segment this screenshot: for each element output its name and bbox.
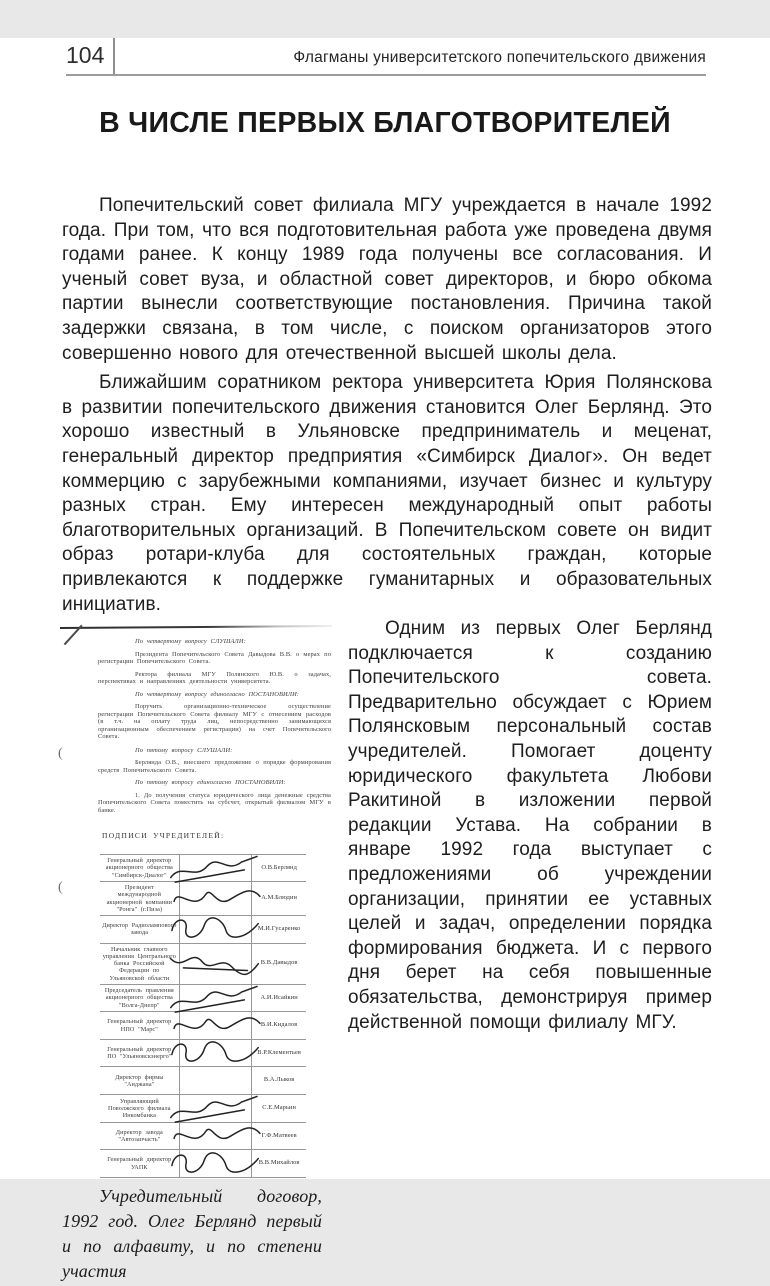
founder-signature xyxy=(180,1040,253,1067)
paragraph-1: Попечительский совет филиала МГУ учреждается в начале 1992 года. При том, что вся подготовительная работа уже проведена двумя годами ранее. К концу 1989 года получены все согласования. И ученый совет вуза, и областной совет директоров, и бюро обкома партии вынесли соответствующие постановления. Причина такой задержки связана, в том числе, с поиском организаторов этого совершенно нового для отечественной высшей школы дела. xyxy=(62,195,712,364)
founder-signature xyxy=(180,1150,253,1177)
founder-name: О.В.Берлянд xyxy=(261,863,297,871)
founder-title: Генеральный директор УАПК xyxy=(100,1150,180,1177)
book-page xyxy=(0,38,770,1281)
founder-row xyxy=(100,1122,306,1150)
founder-signature xyxy=(180,916,253,943)
founder-title: Управляющий Поволжского филиала Инкомбанка xyxy=(100,1095,180,1122)
signatures-heading: ПОДПИСИ УЧРЕДИТЕЛЕЙ: xyxy=(102,831,225,841)
founder-signature xyxy=(180,855,253,882)
running-header-text: Флагманы университетского попечительского движения xyxy=(293,49,706,66)
founder-row xyxy=(100,1039,306,1067)
founder-name: В.Р.Клементьев xyxy=(257,1048,302,1056)
founder-name: В.И.Кидалов xyxy=(260,1021,298,1029)
founder-title: Начальник главного управления Центрального банка Российской Федерации по Ульяновской области xyxy=(100,944,180,984)
founder-signature xyxy=(180,882,253,915)
founder-signature xyxy=(180,1123,253,1150)
founder-signature xyxy=(180,1095,253,1122)
header-divider xyxy=(113,38,115,74)
founder-title: Председатель правления акционерного общества "Волга-Днепр" xyxy=(100,985,180,1012)
founder-signature xyxy=(180,1012,253,1039)
founders-table xyxy=(100,854,306,1178)
founder-name: С.Е.Марьин xyxy=(262,1104,297,1112)
founder-signature xyxy=(180,944,253,984)
figure xyxy=(58,624,336,1284)
document-text-line: Ректора филиала МГУ Полянского Ю.В. о задачах, перспективах и направлениях деятельности университета. xyxy=(98,670,331,686)
founder-row xyxy=(100,1011,306,1039)
founder-title: Президент международной акционерной компании "Ронга" (г.Пиза) xyxy=(100,882,180,915)
founder-row xyxy=(100,1149,306,1177)
founder-row xyxy=(100,915,306,943)
article-body xyxy=(58,194,712,1281)
founder-name: В.В.Давыдов xyxy=(260,959,298,967)
document-text-line: Берлянда О.В., внесшего предложение о порядке формирования средств Попечительского Совета. xyxy=(98,759,331,774)
scan-pen-mark: ( xyxy=(58,746,63,762)
scan-pen-mark: ( xyxy=(58,880,63,896)
founder-name: В.В.Михайлов xyxy=(258,1159,300,1167)
running-header-bar xyxy=(66,38,706,76)
document-text-line: Президента Попечительского Совета Давыдова В.В. о мерах по регистрации Попечительского Совета. xyxy=(98,650,331,666)
founder-row xyxy=(100,1094,306,1122)
founder-row xyxy=(100,984,306,1012)
founder-name: Г.Ф.Матвеев xyxy=(261,1131,297,1139)
founder-row xyxy=(100,854,306,882)
founder-name: А.М.Блюдин xyxy=(261,894,298,902)
document-text-line: По пятому вопросу СЛУШАЛИ: xyxy=(135,746,233,754)
document-text-line: По пятому вопросу единогласно ПОСТАНОВИЛИ: xyxy=(135,779,286,787)
founder-title: Директор завода "Автозапчасть" xyxy=(100,1123,180,1150)
page-number: 104 xyxy=(66,42,105,68)
figure-caption: Учредительный договор, 1992 год. Олег Берлянд первый и по алфавиту, и по степени участия xyxy=(62,1185,322,1281)
founder-title: Директор фирмы "Анджана" xyxy=(100,1067,180,1094)
founder-title: Генеральный директор акционерного общества "Симбирск-Диалог" xyxy=(100,855,180,882)
founder-name: А.И.Исайкин xyxy=(260,993,298,1001)
scanned-document xyxy=(58,624,336,1184)
paragraph-3: Одним из первых Олег Берлянд подключается к созданию Попечительского совета. Предварительно обсуждает с Юрием Полянсковым персональный состав учредителей. Помогает доценту юридического факультета Любови Ракитиной в изложении первой редакции Устава. На собрании в январе 1992 года выступает с предложениями об учреждении организации, принятии ее уставных целей и задач, определении порядка формирования бюджета. И с первого дня берет на себя повышенные обязательства, демонстрируя пример действенной помощи филиалу МГУ. xyxy=(348,618,712,1033)
founder-name: В.А.Лыков xyxy=(263,1076,295,1084)
scan-edge-line xyxy=(60,625,332,629)
document-text-line: По четвертому вопросу СЛУШАЛИ: xyxy=(135,638,246,646)
founder-row xyxy=(100,1066,306,1094)
paragraph-2: Ближайшим соратником ректора университета Юрия Полянскова в развитии попечительского движения становится Олег Берлянд. Это хорошо известный в Ульяновске предприниматель и меценат, генеральный директор предприятия «Симбирск Диалог». Он ведет коммерцию с зарубежными компаниями, изучает бизнес и культуру разных стран. Ему интересен международный опыт работы благотворительных организаций. В Попечительском совете он видит образ ротари-клуба для состоятельных граждан, которые привлекаются к поддержке гуманитарных и образовательных инициатив. xyxy=(62,372,712,615)
document-text-line: 1. До получения статуса юридического лица денежные средства Попечительского Совета поместить на субсчет, открытый филиалом МГУ в банке. xyxy=(98,791,331,814)
founder-row xyxy=(100,943,306,984)
founder-signature xyxy=(180,985,253,1012)
document-text xyxy=(98,638,331,814)
document-text-line: Поручить организационно-техническое осуществление регистрации Попечительского Совета филиалу МГУ с отнесением расходов (в т.ч. на оплату труда лиц, непосредственно занимающихся организационным обеспечением регистрации) на счет Попечительского Совета. xyxy=(98,703,331,741)
chapter-title: В ЧИСЛЕ ПЕРВЫХ БЛАГОТВОРИТЕЛЕЙ xyxy=(99,107,671,139)
document-text-line: По четвертому вопросу единогласно ПОСТАНОВИЛИ: xyxy=(135,690,300,698)
founder-row xyxy=(100,881,306,915)
founder-title: Генеральный директор НПО "Марс" xyxy=(100,1012,180,1039)
founder-signature xyxy=(180,1067,253,1094)
founder-title: Директор Радиолампового завода xyxy=(100,916,180,943)
founder-title: Генеральный директор ПО "Ульяновскэнерго" xyxy=(100,1040,180,1067)
founder-name: М.И.Гусаренко xyxy=(257,925,301,933)
